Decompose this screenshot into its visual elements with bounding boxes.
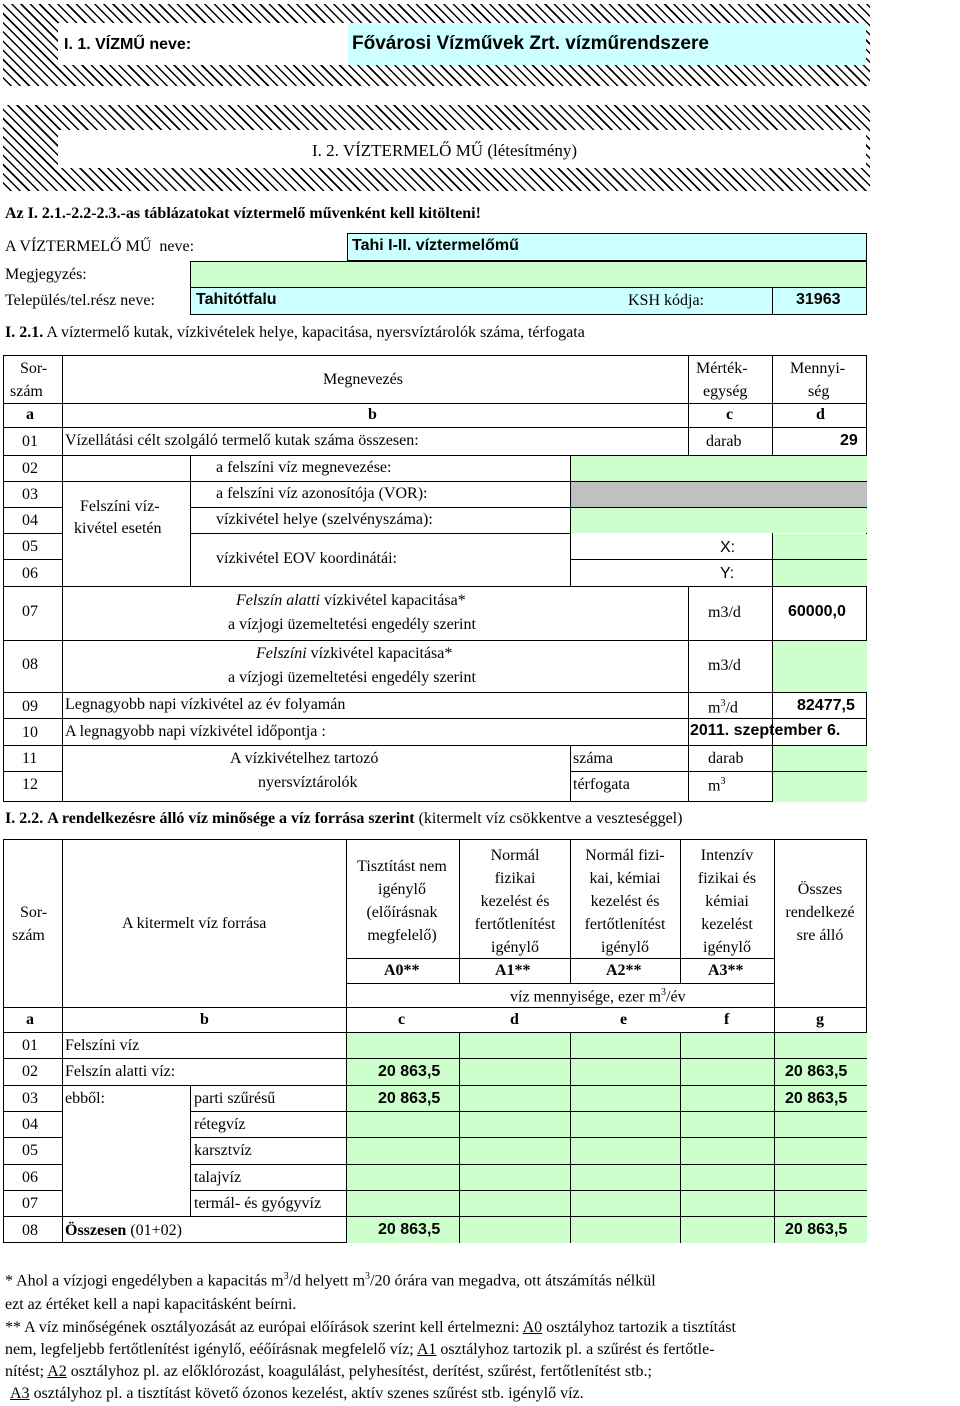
table-row-label: Felszín alatti víz:	[65, 1063, 176, 1080]
t1-line	[3, 533, 62, 534]
table-row-sublabel: termál- és gyógyvíz	[194, 1195, 322, 1212]
t1-r08-text1: Felszíni vízkivétel kapacitása*	[256, 645, 453, 662]
footnote-3: ** A víz minőségének osztályozását az európai előírások szerint kell értelmezni: A0 osztályhoz tartozik a tisztítást	[5, 1319, 736, 1336]
t1-r12-unit: $m^3$	[708, 776, 726, 795]
table-row-values[interactable]	[347, 1112, 867, 1137]
t1-r1112-text2: nyersvíztárolók	[258, 774, 358, 791]
table-row-value-g: 20 863,5	[785, 1063, 848, 1080]
t2-vline	[680, 839, 681, 983]
vizmu-label: I. 1. VÍZMŰ neve:	[64, 36, 192, 53]
t2-line	[3, 1216, 867, 1217]
t2-vline	[570, 839, 571, 983]
t1-r07-text1: Felszín alatti vízkivétel kapacitása*	[236, 592, 466, 609]
plant-name-value: Tahi I-II. víztermelőmű	[352, 237, 519, 254]
t1-h-mert1: Mérték-	[696, 360, 748, 377]
footnote-1: * Ahol a vízjogi engedélyben a kapacitás $m^3/d$ helyett $m^3/20$ órára van megadva, ott átszámítás nélkül	[5, 1271, 656, 1290]
t1-line	[3, 507, 62, 508]
t2-vline	[680, 1032, 681, 1243]
t2-letter-g: g	[816, 1011, 824, 1028]
t2-class-a0: A0**	[384, 962, 420, 979]
t1-vline	[570, 745, 571, 802]
table-row-num: 06	[22, 1169, 38, 1186]
t1-r01-unit: darab	[706, 433, 742, 450]
t2-line	[190, 1137, 867, 1138]
instruction-text: Az I. 2.1.-2.2-2.3.-as táblázatokat víztermelő művenként kell kitölteni!	[5, 205, 481, 222]
footnote-2: ezt az értéket kell a napi kapacitásként beírni.	[5, 1296, 297, 1313]
t2-vline	[190, 1085, 191, 1216]
t1-group-label2: kivétel esetén	[74, 520, 162, 537]
t2-r08-c: 20 863,5	[378, 1221, 441, 1238]
t2-line	[346, 983, 774, 984]
t1-r05-num: 05	[22, 538, 38, 555]
t2-h-sor2: szám	[12, 927, 45, 944]
plant-name-label: A VÍZTERMELŐ MŰ neve:	[5, 238, 195, 255]
t2-r08-g: 20 863,5	[785, 1221, 848, 1238]
table1-title: I. 2.1. A víztermelő kutak, vízkivételek helye, kapacitása, nyersvíztárolók száma, térfogata	[5, 324, 585, 341]
t2-h-sor1: Sor-	[20, 904, 48, 921]
t1-line	[3, 771, 62, 772]
t1-letter-b: b	[368, 406, 377, 423]
t1-vline	[190, 455, 191, 586]
footnote-5: nítést; A2 osztályhoz pl. az előklórozást, koagulálást, pelyhesítést, derítést, szűrést, fertőtlenítést stb.;	[5, 1363, 652, 1380]
table-row-value-c: 20 863,5	[378, 1063, 441, 1080]
t2-vline	[570, 1032, 571, 1243]
t1-r1112-text1: A vízkivételhez tartozó	[230, 750, 379, 767]
t2-line	[3, 1085, 867, 1086]
table-row-num: 02	[22, 1063, 38, 1080]
t2-letter-d: d	[510, 1011, 519, 1028]
t1-r10-value: 2011. szeptember 6.	[690, 722, 841, 739]
table-row-num: 03	[22, 1090, 38, 1107]
settlement-value: Tahitótfalu	[196, 291, 277, 308]
t1-r04-field[interactable]	[571, 508, 867, 533]
t1-line	[3, 640, 867, 641]
table-row-sublabel: rétegvíz	[194, 1116, 246, 1133]
footnote-4: nem, legfeljebb fertőtlenítést igénylő, eéőírásnak megfelelő víz; A1 osztályhoz tartozik pl. a szűrést és fertőtle-	[5, 1341, 715, 1358]
t1-h-menny2: ség	[808, 383, 830, 400]
table-row-values[interactable]	[347, 1033, 867, 1058]
t2-class-a3: A3**	[708, 962, 744, 979]
ksh-label: KSH kódja:	[628, 292, 704, 309]
table-row-value-c: 20 863,5	[378, 1090, 441, 1107]
t1-r09-text: Legnagyobb napi vízkivétel az év folyamán	[65, 696, 346, 713]
table-row-values[interactable]	[347, 1191, 867, 1216]
t1-h-megnev: Megnevezés	[323, 371, 403, 388]
t1-r06-label: Y:	[720, 565, 735, 582]
t2-vline	[346, 839, 347, 1243]
t1-r12-field[interactable]	[773, 772, 867, 802]
t2-class-a2: A2**	[606, 962, 642, 979]
t1-r04-text: vízkivétel helye (szelvényszáma):	[216, 511, 433, 528]
table-row-values[interactable]	[347, 1165, 867, 1190]
table-row-sublabel: parti szűrésű	[194, 1090, 276, 1107]
table-row-num: 04	[22, 1116, 38, 1133]
t1-r03-num: 03	[22, 486, 38, 503]
section-title: I. 2. VÍZTERMELŐ MŰ (létesítmény)	[312, 141, 578, 160]
t2-letter-b: b	[200, 1011, 209, 1028]
t1-line	[3, 403, 867, 404]
t2-h-g: Összes rendelkezé sre álló	[785, 881, 855, 944]
t1-r07-text2: a vízjogi üzemeltetési engedély szerint	[228, 616, 476, 633]
t1-vline	[688, 586, 689, 745]
t1-letter-a: a	[26, 406, 34, 423]
t2-class-a1: A1**	[495, 962, 531, 979]
t2-line	[3, 1111, 62, 1112]
table-row-values[interactable]	[347, 1138, 867, 1164]
t1-r01-text: Vízellátási célt szolgáló termelő kutak száma összesen:	[65, 432, 419, 449]
vizmu-value: Fővárosi Vízművek Zrt. vízműrendszere	[352, 33, 709, 54]
t2-h-f: Intenzív fizikai és kémiai kezelést igénylő	[697, 847, 757, 956]
t2-letter-f: f	[724, 1011, 730, 1028]
t1-letter-d: d	[816, 406, 825, 423]
t2-letter-c: c	[398, 1011, 406, 1028]
t1-r12-sub: térfogata	[573, 776, 630, 793]
t1-line	[190, 533, 570, 534]
t1-r11-sub: száma	[573, 750, 613, 767]
t1-r02-num: 02	[22, 460, 38, 477]
t1-r06-field[interactable]	[773, 560, 867, 586]
t2-line	[190, 1190, 867, 1191]
t2-letter-a: a	[26, 1011, 34, 1028]
t1-r12-num: 12	[22, 776, 38, 793]
t1-line	[3, 559, 62, 560]
t1-r05-label: X:	[720, 539, 736, 556]
t1-r0506-text: vízkivétel EOV koordinátái:	[216, 550, 397, 567]
t1-r03-text: a felszíni víz azonosítója (VOR):	[216, 485, 428, 502]
t1-r04-num: 04	[22, 512, 38, 529]
t1-vline	[688, 745, 689, 802]
t2-vline	[774, 839, 775, 1243]
t2-h-e: Normál fizi- kai, kémiai kezelést és fertőtlenítést igénylő	[584, 847, 666, 956]
table-row-num: 01	[22, 1037, 38, 1054]
t1-r02-text: a felszíni víz megnevezése:	[216, 459, 392, 476]
t2-line	[190, 1111, 867, 1112]
t1-r08-num: 08	[22, 656, 38, 673]
t2-h-c: Tisztítást nem igénylő (előírásnak megfelelő)	[357, 858, 447, 944]
t2-line	[3, 1007, 867, 1008]
table-row-num: 05	[22, 1142, 38, 1159]
t2-line	[3, 1164, 62, 1165]
t1-letter-c: c	[726, 406, 734, 423]
t2-line	[346, 958, 774, 959]
t1-r11-field[interactable]	[773, 746, 867, 771]
t1-r06-num: 06	[22, 565, 38, 582]
t2-line	[3, 1190, 62, 1191]
table-row-sublabel: karsztvíz	[194, 1142, 252, 1159]
t1-r03-field	[571, 482, 867, 507]
t1-line	[3, 692, 867, 693]
table2-title: I. 2.2. A rendelkezésre álló víz minősége a víz forrása szerint (kitermelt víz csökkentve a veszteséggel)	[5, 810, 683, 827]
t1-r11-num: 11	[22, 750, 38, 767]
t1-r08-field[interactable]	[773, 641, 867, 692]
settlement-label: Település/tel.rész neve:	[5, 292, 155, 309]
t1-vline	[688, 355, 689, 455]
t1-r01-value: 29	[840, 432, 858, 449]
t1-r07-value: 60000,0	[788, 603, 846, 620]
table-row-label: Felszíni víz	[65, 1037, 140, 1054]
t2-line	[3, 1032, 867, 1033]
t1-r07-unit: m3/d	[708, 604, 741, 621]
table-row-value-g: 20 863,5	[785, 1090, 848, 1107]
t1-r05-field[interactable]	[773, 534, 867, 559]
t1-r09-unit: $m^3/d$	[708, 698, 738, 717]
t2-unit-line: víz mennyisége, ezer $m^3/év$	[510, 987, 686, 1006]
t1-h-menny1: Mennyi-	[790, 360, 846, 377]
table-row-num: 07	[22, 1195, 38, 1212]
settlement-field[interactable]	[190, 287, 867, 315]
t2-line	[190, 1164, 867, 1165]
t1-vline	[62, 355, 63, 802]
t1-r01-num: 01	[22, 433, 38, 450]
t1-r08-unit: m3/d	[708, 657, 741, 674]
t1-line	[3, 586, 867, 587]
t2-r08-num: 08	[22, 1222, 38, 1239]
t2-line	[3, 1137, 62, 1138]
t1-r08-text2: a vízjogi üzemeltetési engedély szerint	[228, 669, 476, 686]
t1-line	[3, 745, 867, 746]
t1-r09-num: 09	[22, 698, 38, 715]
note-field[interactable]	[190, 261, 867, 288]
t2-vline	[459, 1032, 460, 1243]
table-row-label: ebből:	[65, 1090, 105, 1107]
footnote-6: A3 osztályhoz pl. a tisztítást követő ózonos kezelést, aktív szenes szűrést stb. igénylő víz.	[10, 1385, 584, 1402]
t1-r02-field[interactable]	[571, 456, 867, 481]
t2-h-source: A kitermelt víz forrása	[122, 915, 267, 932]
t1-r10-text: A legnagyobb napi vízkivétel időpontja :	[65, 723, 326, 740]
t2-line	[3, 1058, 867, 1059]
t2-h-d: Normál fizikai kezelést és fertőtlenítést igénylő	[474, 847, 556, 956]
t1-r07-num: 07	[22, 603, 38, 620]
t1-r11-unit: darab	[708, 750, 744, 767]
t2-r08-label: Összesen (01+02)	[65, 1222, 183, 1239]
t2-letter-e: e	[620, 1011, 628, 1028]
table-row-sublabel: talajvíz	[194, 1169, 242, 1186]
t1-h-mert2: egység	[703, 383, 748, 400]
t2-vline	[459, 839, 460, 983]
t1-r10-num: 10	[22, 724, 38, 741]
t2-vline	[62, 839, 63, 1243]
t1-h-sor: Sor-	[20, 360, 48, 377]
t1-group-label1: Felszíni víz-	[80, 498, 160, 515]
t1-h-szam: szám	[10, 383, 43, 400]
t1-line	[3, 427, 867, 428]
ksh-value: 31963	[796, 291, 841, 308]
note-label: Megjegyzés:	[5, 266, 87, 283]
t1-r09-value: 82477,5	[797, 697, 855, 714]
t1-line	[3, 718, 867, 719]
